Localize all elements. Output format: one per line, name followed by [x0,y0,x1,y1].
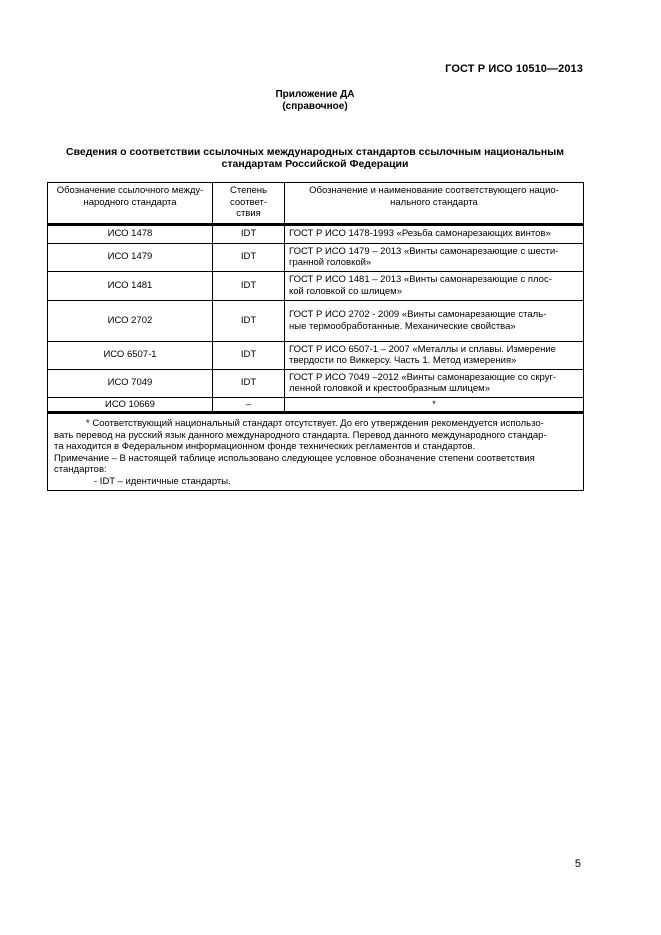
footnote-line: та находится в Федеральном информационном фонде технических регламентов и стандартов. [54,441,476,452]
table-row [48,300,584,341]
table-row [48,225,584,243]
degree-of-correspondence: IDT [213,300,285,341]
national-standard: ГОСТ Р ИСО 7049 –2012 «Винты самонарезающие со скруг- ленной головкой и крестообразным шлицем» [285,369,584,397]
table-header-row [48,183,584,224]
reference-standard: ИСО 1481 [48,271,213,300]
appendix-title [0,89,630,113]
reference-standard: ИСО 1479 [48,243,213,271]
table-row [48,243,584,271]
degree-of-correspondence: IDT [213,225,285,243]
table-notes-row [48,414,584,491]
section-heading [47,146,583,170]
reference-standard: ИСО 10669 [48,397,213,412]
national-standard: ГОСТ Р ИСО 1481 – 2013 «Винты самонарезающие с плос- кой головкой со шлицем» [285,271,584,300]
degree-of-correspondence: IDT [213,243,285,271]
note-line: - IDT – идентичные стандарты. [94,475,231,487]
column-header-national: Обозначение и наименование соответствующего нацио- нального стандарта [285,183,584,224]
heading-line-1: Сведения о соответствии ссылочных международных стандартов ссылочным национальным [66,146,564,158]
degree-of-correspondence: IDT [213,369,285,397]
appendix-type: (справочное) [282,101,348,112]
reference-standard: ИСО 2702 [48,300,213,341]
note-line: Примечание – В настоящей таблице использовано следующее условное обозначение степени соответствия [54,452,535,464]
table-notes [48,414,584,491]
degree-of-correspondence: IDT [213,271,285,300]
table-row [48,369,584,397]
column-header-reference: Обозначение ссылочного между- народного стандарта [48,183,213,224]
table-row [48,397,584,412]
note-line: стандартов: [54,464,107,475]
page-number: 5 [574,858,581,870]
degree-of-correspondence: IDT [213,341,285,369]
heading-line-2: стандартам Российской Федерации [221,158,409,170]
footnote-line: * Соответствующий национальный стандарт отсутствует. До его утверждения рекомендуется использо- [86,418,544,429]
document-code: ГОСТ Р ИСО 10510—2013 [445,63,583,75]
national-standard: ГОСТ Р ИСО 1479 – 2013 «Винты самонарезающие с шести- гранной головкой» [285,243,584,271]
national-standard: ГОСТ Р ИСО 1478-1993 «Резьба самонарезающих винтов» [285,225,584,243]
correspondence-table [47,182,584,491]
column-header-degree: Степень соответ- ствия [213,183,285,224]
national-standard: ГОСТ Р ИСО 6507-1 – 2007 «Металлы и сплавы. Измерение твердости по Виккерсу. Часть 1. Метод измерения» [285,341,584,369]
reference-standard: ИСО 1478 [48,225,213,243]
appendix-label: Приложение ДА [275,89,355,100]
national-standard: ГОСТ Р ИСО 2702 - 2009 «Винты самонарезающие сталь- ные термообработанные. Механические свойства» [285,300,584,341]
table-row [48,341,584,369]
degree-of-correspondence: – [213,397,285,412]
reference-standard: ИСО 7049 [48,369,213,397]
table-row [48,271,584,300]
reference-standard: ИСО 6507-1 [48,341,213,369]
national-standard: * [285,397,584,412]
footnote-line: вать перевод на русский язык данного международного стандарта. Перевод данного международного стандар- [54,429,547,441]
